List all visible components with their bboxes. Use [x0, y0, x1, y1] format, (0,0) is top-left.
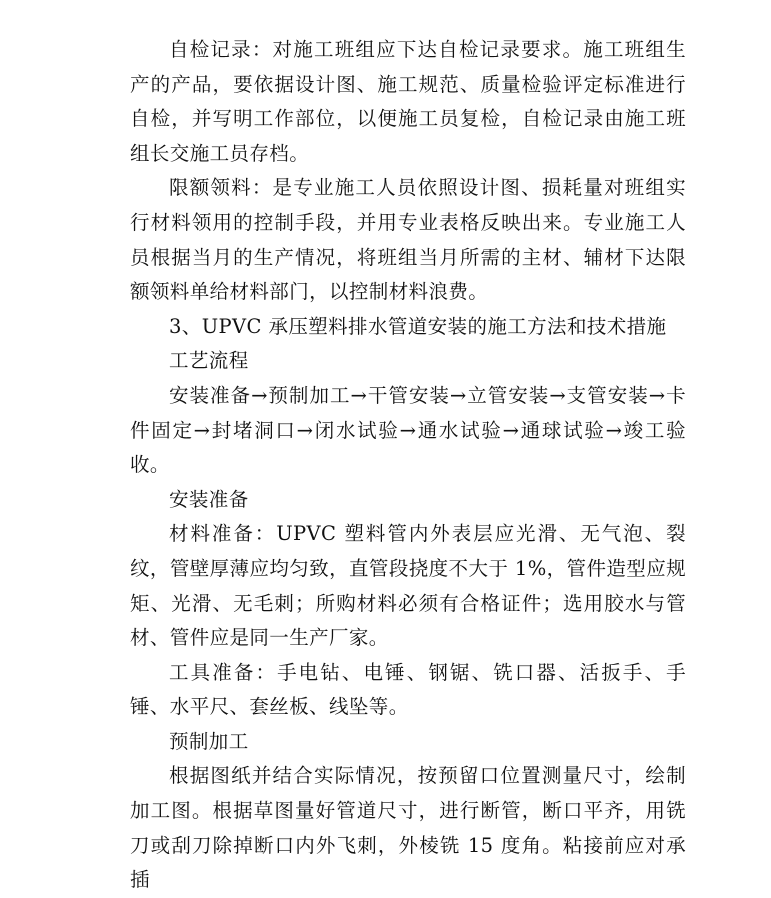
paragraph-tool-preparation: 工具准备：手电钻、电锤、钢锯、铣口器、活扳手、手锤、水平尺、套丝板、线坠等。 [130, 660, 686, 719]
paragraph-material-preparation: 材料准备：UPVC 塑料管内外表层应光滑、无气泡、裂纹，管壁厚薄应均匀致，直管段挠度不大于 1%，管件造型应规矩、光滑、无毛刺；所购材料必须有合格证件；选用胶水与管材、管件应是同一生产厂家。 [130, 522, 686, 650]
paragraph-quota-material-requisition: 限额领料：是专业施工人员依照设计图、损耗量对班组实行材料领用的控制手段，并用专业表格反映出来。专业施工人员根据当月的生产情况，将班组当月所需的主材、辅材下达限额领料单给材料部门，以控制材料浪费。 [130, 176, 686, 304]
subheading-prefabrication: 预制加工 [169, 729, 249, 753]
paragraph-process-flow: 安装准备→预制加工→干管安装→立管安装→支管安装→卡件固定→封堵洞口→闭水试验→通水试验→通球试验→竣工验收。 [130, 383, 686, 477]
paragraph-self-inspection-record: 自检记录：对施工班组应下达自检记录要求。施工班组生产的产品，要依据设计图、施工规范、质量检验评定标准进行自检，并写明工作部位，以便施工员复检，自检记录由施工班组长交施工员存档。 [130, 38, 686, 165]
subheading-process-flow: 工艺流程 [169, 349, 249, 373]
section-heading-upvc-installation: 3、UPVC 承压塑料排水管道安装的施工方法和技术措施 [169, 314, 667, 338]
document-page [130, 33, 686, 898]
paragraph-prefabrication: 根据图纸并结合实际情况，按预留口位置测量尺寸，绘制加工图。根据草图量好管道尺寸，进行断管，断口平齐，用铣刀或刮刀除掉断口内外飞刺，外棱铣 15 度角。粘接前应对承插 [130, 764, 686, 892]
subheading-installation-preparation: 安装准备 [169, 487, 249, 511]
